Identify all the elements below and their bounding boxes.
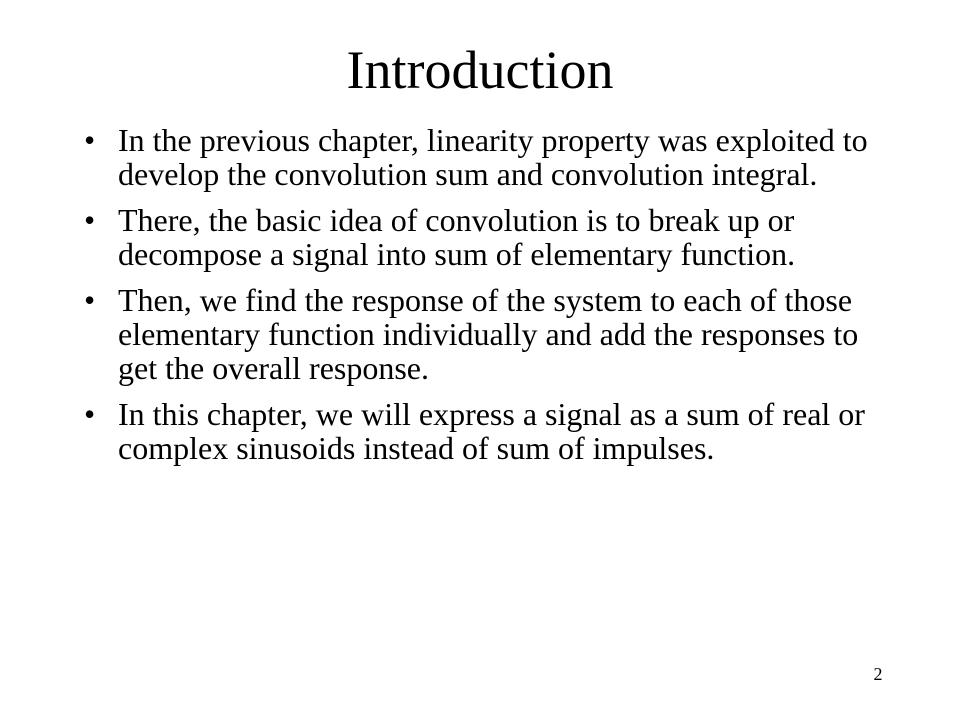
- bullet-text: In this chapter, we will express a signal as a sum of real or complex sinusoids instead of sum of impulses.: [118, 396, 865, 466]
- slide-title: Introduction: [346, 40, 614, 100]
- bullet-item: [84, 397, 884, 465]
- bullet-text: Then, we find the response of the system to each of those elementary function individually and add the responses to get the overall response.: [118, 282, 859, 386]
- bullet-dot-icon: •: [84, 122, 96, 158]
- bullet-text: There, the basic idea of convolution is to break up or decompose a signal into sum of elementary function.: [118, 202, 796, 272]
- bullet-item: [84, 283, 884, 385]
- bullet-text: In the previous chapter, linearity property was exploited to develop the convolution sum and convolution integral.: [118, 122, 868, 192]
- bullet-item: [84, 203, 884, 271]
- bullet-dot-icon: •: [84, 282, 96, 318]
- bullet-dot-icon: •: [84, 396, 96, 432]
- bullet-item: [84, 123, 884, 191]
- page-number: 2: [873, 664, 883, 684]
- bullet-list: [84, 123, 884, 477]
- bullet-dot-icon: •: [84, 202, 96, 238]
